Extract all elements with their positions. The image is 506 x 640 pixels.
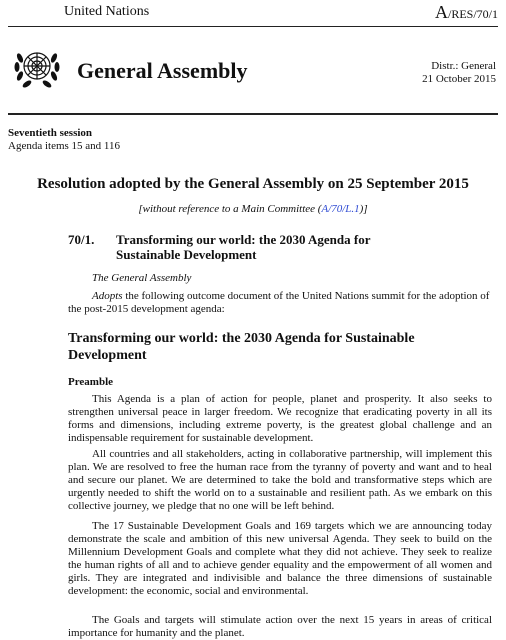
document-symbol-rest: /RES/70/1: [447, 7, 498, 21]
agenda-items: Agenda items 15 and 116: [8, 140, 121, 152]
body-title: General Assembly: [77, 58, 248, 83]
paragraph-1: This Agenda is a plan of action for people, planet and prosperity. It also seeks to strengthen universal peace in larger freedom. We recognize that eradicating poverty in all its forms and dimensions, including extreme poverty, is the greatest global challenge and an indispensable requirement for sustainable development.: [68, 393, 492, 444]
document-symbol-letter: A: [434, 2, 448, 22]
title-rule: [8, 113, 498, 115]
adopts-paragraph: [68, 290, 492, 316]
general-assembly-italic: The General Assembly: [92, 272, 192, 284]
document-date: 21 October 2015: [422, 73, 496, 85]
session-name: Seventieth session: [8, 127, 93, 139]
session-block: [8, 127, 120, 153]
paragraph-3: The 17 Sustainable Development Goals and 169 targets which we are announcing today demonstrate the scale and ambition of this new universal Agenda. They seek to build on the Millennium Development Goals and complete what they did not achieve. They seek to realize the human rights of all and to achieve gender equality and the empowerment of all women and girls. They are integrated and indivisible and balance the three dimensions of sustainable development: the economic, social and environmental.: [68, 520, 492, 597]
un-emblem-icon: [12, 42, 62, 92]
adopts-text: the following outcome document of the United Nations summit for the adoption of the post-2015 development agenda:: [68, 290, 490, 315]
resolution-title: Resolution adopted by the General Assembly on 25 September 2015: [37, 176, 469, 192]
preamble-heading: Preamble: [68, 376, 114, 388]
resolution-number: 70/1.: [68, 232, 95, 247]
distribution-label: Distr.: General: [431, 60, 496, 72]
header-rule: [8, 26, 498, 27]
adopts-word: Adopts: [92, 290, 123, 302]
document-link[interactable]: A/70/L.1: [321, 203, 360, 215]
reference-open: [without reference to a Main Committee (: [138, 203, 322, 215]
outcome-document-title: Transforming our world: the 2030 Agenda for Sustainable Development: [68, 331, 415, 363]
organization-name: United Nations: [64, 4, 150, 19]
document-symbol: [435, 2, 498, 23]
distribution-info: [422, 60, 496, 86]
reference-close: )]: [359, 203, 368, 215]
resolution-heading: Transforming our world: the 2030 Agenda for Sustainable Development: [116, 232, 371, 262]
committee-reference: [0, 203, 506, 215]
paragraph-2: All countries and all stakeholders, acting in collaborative partnership, will implement this plan. We are resolved to free the human race from the tyranny of poverty and want and to heal and secure our planet. We are determined to take the bold and transformative steps which are urgently needed to shift the world on to a sustainable and resilient path. As we embark on this collective journey, we pledge that no one will be left behind.: [68, 448, 492, 512]
paragraph-4: The Goals and targets will stimulate action over the next 15 years in areas of critical importance for humanity and the planet.: [68, 614, 492, 639]
